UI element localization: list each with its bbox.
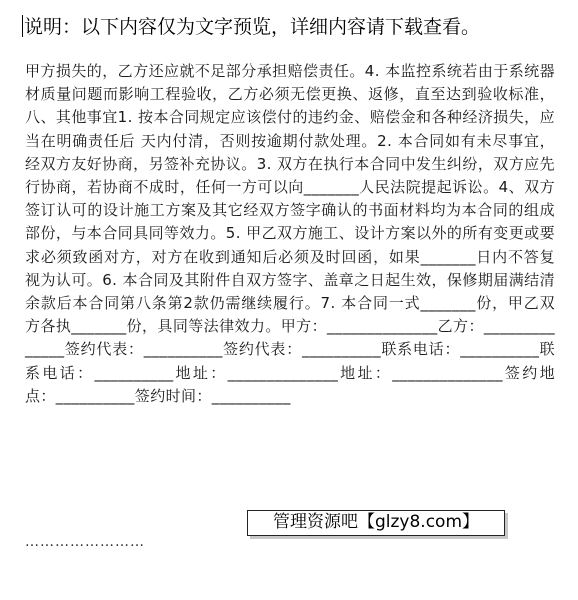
truncation-ellipsis: …………………… [25,534,145,550]
preview-notice [22,13,570,41]
site-watermark-badge: 管理资源吧【glzy8.com】 [247,510,505,536]
text-cursor [22,15,23,37]
preview-notice-text: 说明：以下内容仅为文字预览，详细内容请下载查看。 [24,16,481,38]
contract-body-text: 甲方损失的，乙方还应就不足部分承担赔偿责任。4. 本监控系统若由于系统器材质量问题而影响工程验收，乙方必须无偿更换、返修，直至达到验收标准， 八、其他事宜1. 按本合同规定应该偿付的违约金、赔偿金和各种经济损失，应当在明确责任后 天内付清，否则按逾期付款处理。2. 本合同如有未尽事宜，经双方友好协商，另签补充协议。3. 双方在执行本合同中发生纠纷，双方应先行协商，若协商不成时，任何一方可以向_______人民法院提起诉讼。4、双方签订认可的设计施工方案及其它经双方签字确认的书面材料均为本合同的组成部份，与本合同具同等效力。5. 甲乙双方施工、设计方案以外的所有变更或要求必须致函对方，对方在收到通知后必须及时回函，如果_______日内不答复视为认可。6. 本合同及其附件自双方签字、盖章之日起生效，保修期届满结清余款后本合同第八条第2款仍需继续履行。7. 本合同一式_______份，甲乙双方各执_______份，具同等法律效力。甲方：______________乙方：______________签约代表：__________签约代表：__________联系电话：__________联系电话：__________地址：______________地址：______________签约地点：__________签约时间：__________ [25,62,555,405]
